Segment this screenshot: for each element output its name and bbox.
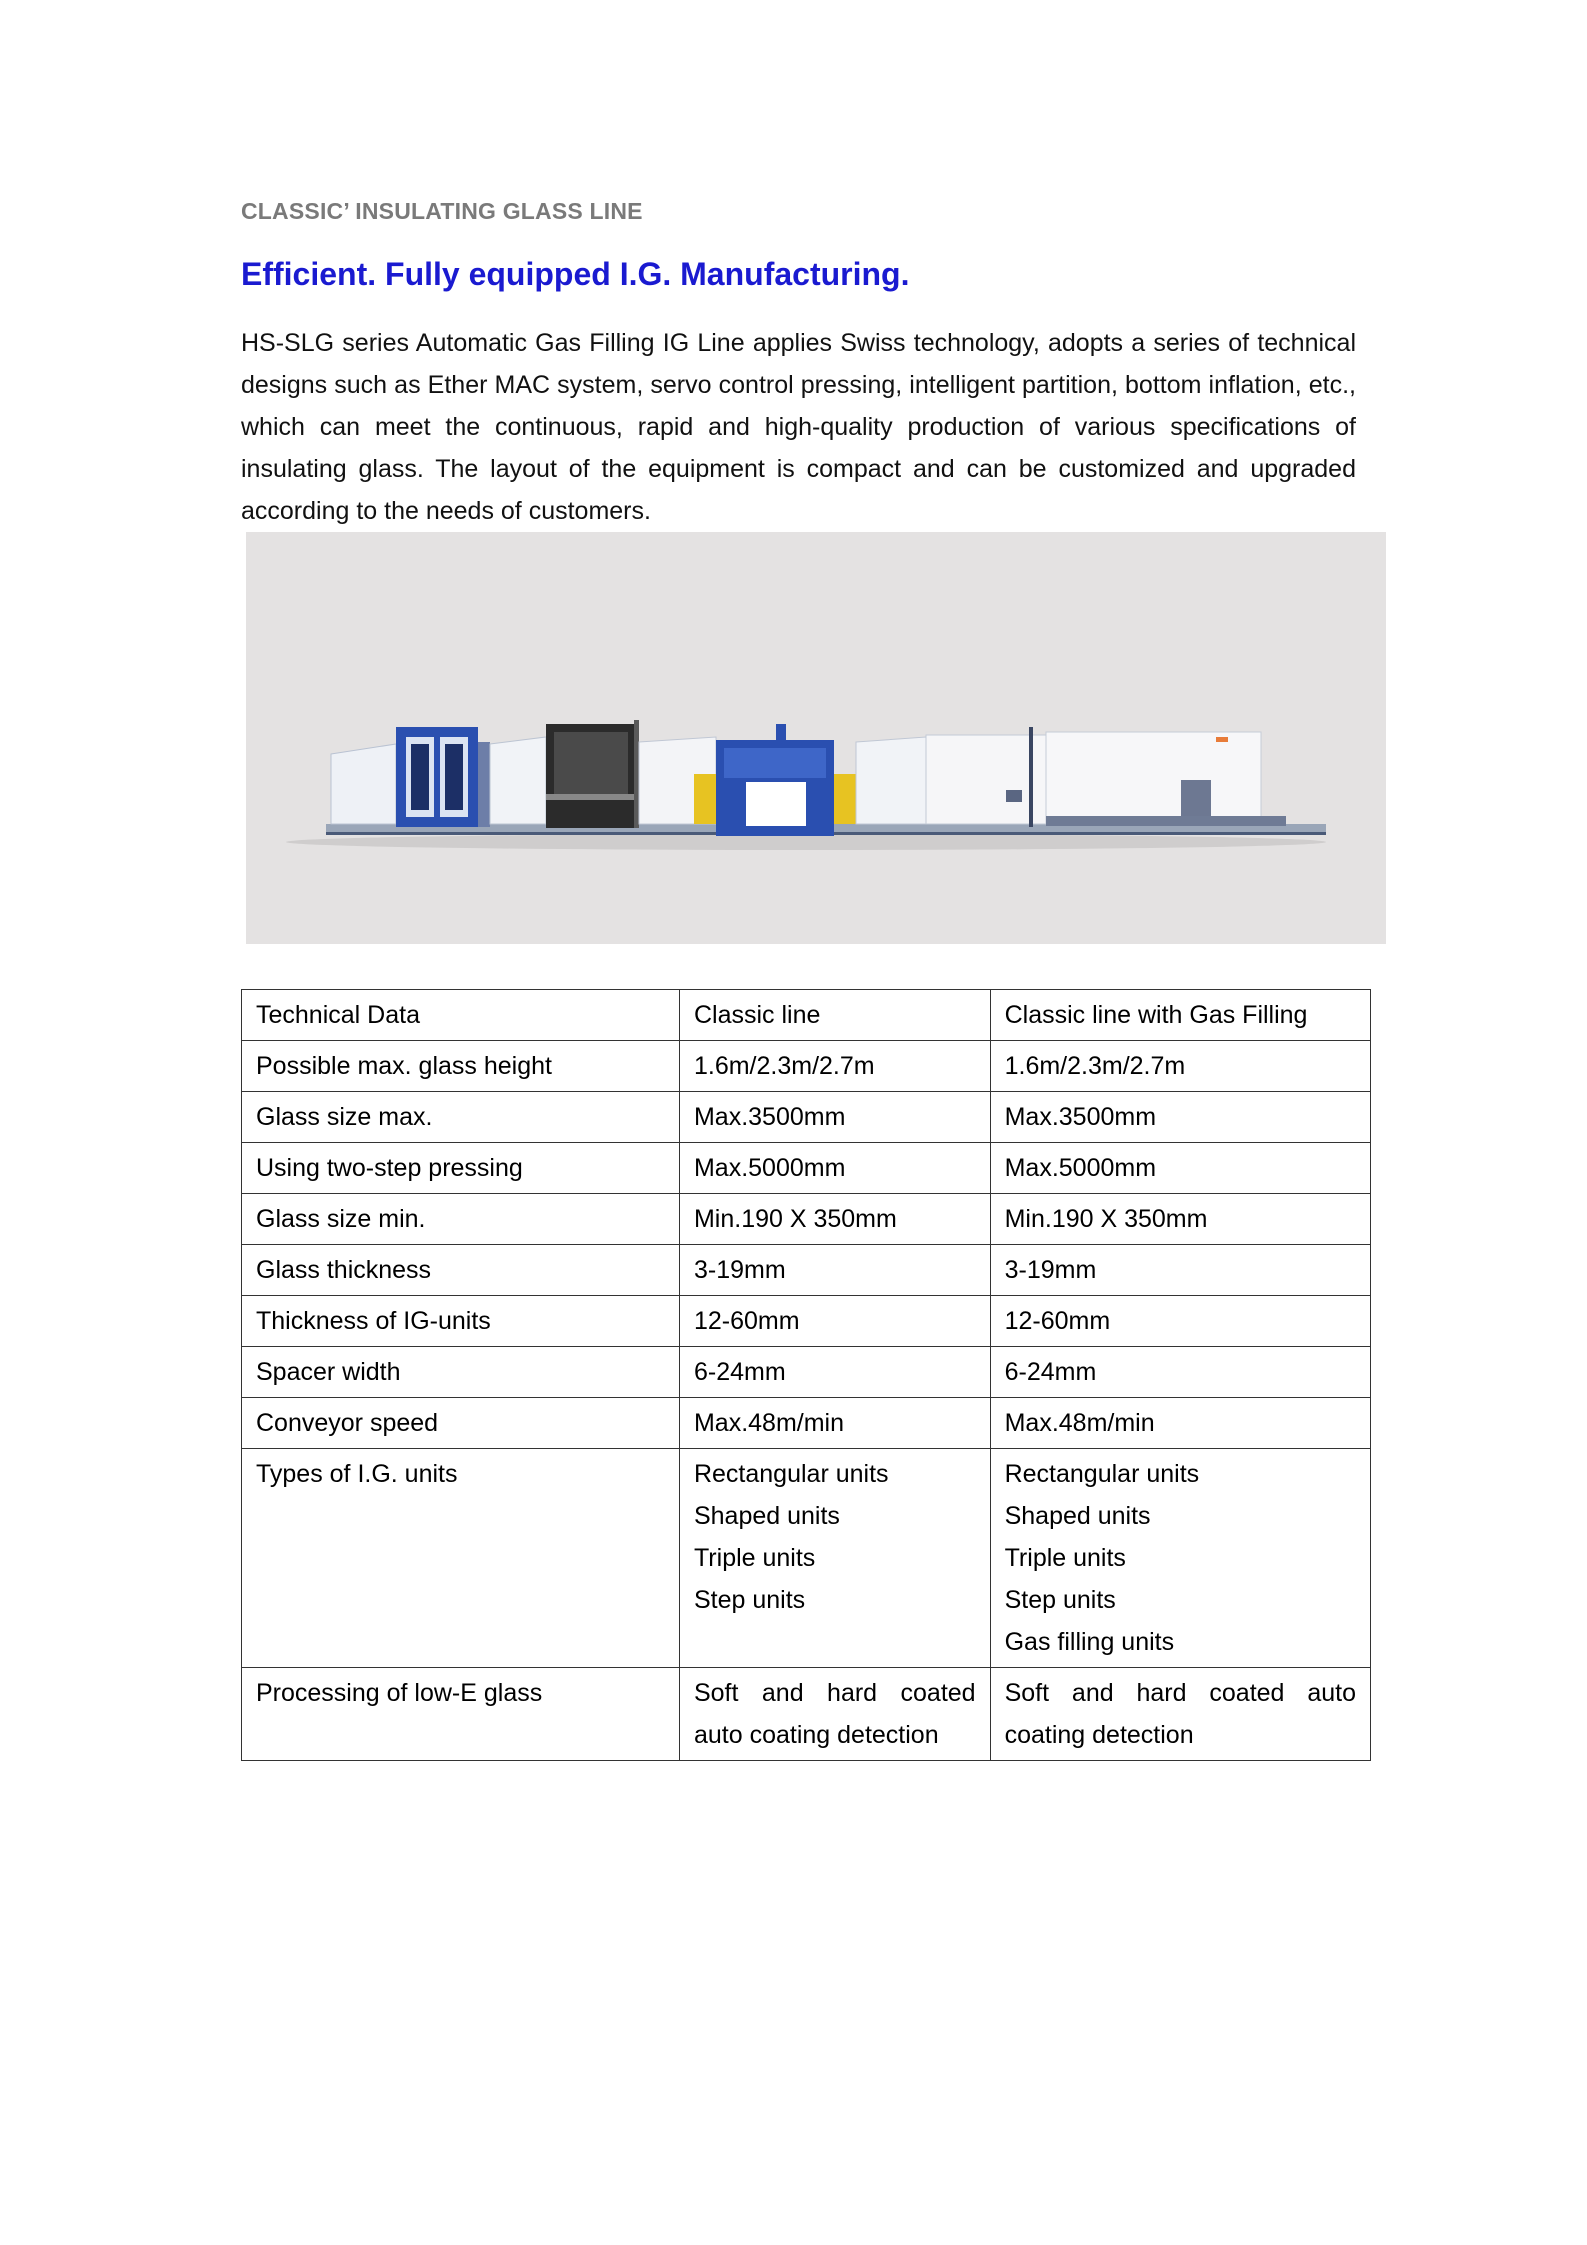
lowe-gas-value: Soft and hard coated auto coating detection	[990, 1668, 1370, 1761]
page-headline: Efficient. Fully equipped I.G. Manufacturing.	[241, 256, 910, 292]
header-cell-technical-data: Technical Data	[242, 990, 680, 1041]
row-classic-value: 12-60mm	[679, 1296, 990, 1347]
row-gas-value: 3-19mm	[990, 1245, 1370, 1296]
row-classic-value: Min.190 X 350mm	[679, 1194, 990, 1245]
list-item: Step units	[1004, 1586, 1116, 1614]
row-label: Possible max. glass height	[242, 1041, 680, 1092]
row-classic-value: 1.6m/2.3m/2.7m	[679, 1041, 990, 1092]
list-item: Gas filling units	[1004, 1628, 1175, 1656]
table-row-lowe	[242, 1668, 1371, 1761]
press-front-panel	[746, 782, 806, 826]
list-item: Step units	[693, 1586, 806, 1614]
technical-data-table	[241, 989, 1371, 1761]
types-classic-list	[679, 1449, 990, 1668]
row-label: Glass size min.	[242, 1194, 680, 1245]
row-gas-value: Max.3500mm	[990, 1092, 1370, 1143]
table-row-types	[242, 1449, 1371, 1668]
row-classic-value: Max.48m/min	[679, 1398, 990, 1449]
press-tower	[776, 724, 786, 742]
control-box	[1181, 780, 1211, 818]
row-gas-value: 12-60mm	[990, 1296, 1370, 1347]
row-classic-value: Max.3500mm	[679, 1092, 990, 1143]
table-row	[242, 1041, 1371, 1092]
list-item: Rectangular units	[693, 1460, 889, 1488]
list-item: Shaped units	[693, 1502, 840, 1530]
row-label: Thickness of IG-units	[242, 1296, 680, 1347]
washer-side	[478, 742, 490, 827]
press-top-grid	[724, 748, 826, 778]
intro-paragraph: HS-SLG series Automatic Gas Filling IG Line applies Swiss technology, adopts a series of technical designs such as Ether MAC system, servo control pressing, intelligent partition, bottom inflation, etc., which can meet the continuous, rapid and high-quality production of various specifications of insulating glass. The layout of the equipment is compact and can be customized and upgraded according to the needs of customers.	[241, 329, 1356, 525]
table-row	[242, 1092, 1371, 1143]
row-label: Glass thickness	[242, 1245, 680, 1296]
glass-panel-4	[856, 737, 926, 824]
row-label: Conveyor speed	[242, 1398, 680, 1449]
washer-brush-right	[445, 744, 463, 810]
row-classic-value: Max.5000mm	[679, 1143, 990, 1194]
table-row	[242, 1296, 1371, 1347]
row-gas-value: Min.190 X 350mm	[990, 1194, 1370, 1245]
table-header-row	[242, 990, 1371, 1041]
inspection-screen	[554, 732, 628, 794]
table-row	[242, 1398, 1371, 1449]
row-classic-value: 3-19mm	[679, 1245, 990, 1296]
output-rail	[1046, 816, 1286, 826]
list-item: Triple units	[693, 1544, 816, 1572]
row-label: Using two-step pressing	[242, 1143, 680, 1194]
list-item: Rectangular units	[1004, 1460, 1200, 1488]
header-cell-classic-line: Classic line	[679, 990, 990, 1041]
table-row	[242, 1347, 1371, 1398]
row-gas-value: 6-24mm	[990, 1347, 1370, 1398]
machine-line-image	[246, 532, 1386, 944]
floor-shadow	[286, 834, 1326, 850]
row-label: Glass size max.	[242, 1092, 680, 1143]
robot-mast	[1029, 727, 1033, 827]
glass-panel-1	[331, 744, 396, 824]
press-guard-left	[694, 774, 716, 824]
robot-head	[1006, 790, 1022, 802]
row-gas-value: Max.48m/min	[990, 1398, 1370, 1449]
inspection-shelf	[546, 794, 636, 800]
table-row	[242, 1143, 1371, 1194]
list-item: Triple units	[1004, 1544, 1126, 1572]
row-gas-value: 1.6m/2.3m/2.7m	[990, 1041, 1370, 1092]
row-label: Processing of low-E glass	[242, 1668, 680, 1761]
glass-panel-2	[490, 737, 546, 824]
table-row	[242, 1245, 1371, 1296]
row-gas-value: Max.5000mm	[990, 1143, 1370, 1194]
glass-panel-6	[1046, 732, 1261, 824]
table-row	[242, 1194, 1371, 1245]
row-label: Spacer width	[242, 1347, 680, 1398]
booth-post	[634, 720, 639, 828]
row-label: Types of I.G. units	[242, 1449, 680, 1668]
types-gas-list	[990, 1449, 1370, 1668]
insulating-glass-line-illustration	[246, 532, 1386, 944]
list-item: Shaped units	[1004, 1502, 1151, 1530]
glass-panel-5	[926, 735, 1046, 824]
brand-badge	[1216, 737, 1228, 742]
washer-brush-left	[411, 744, 429, 810]
lowe-classic-value: Soft and hard coated auto coating detection	[679, 1668, 990, 1761]
section-eyebrow: CLASSIC’ INSULATING GLASS LINE	[241, 198, 643, 224]
header-cell-gas-filling: Classic line with Gas Filling	[990, 990, 1370, 1041]
row-classic-value: 6-24mm	[679, 1347, 990, 1398]
press-guard-right	[834, 774, 856, 824]
